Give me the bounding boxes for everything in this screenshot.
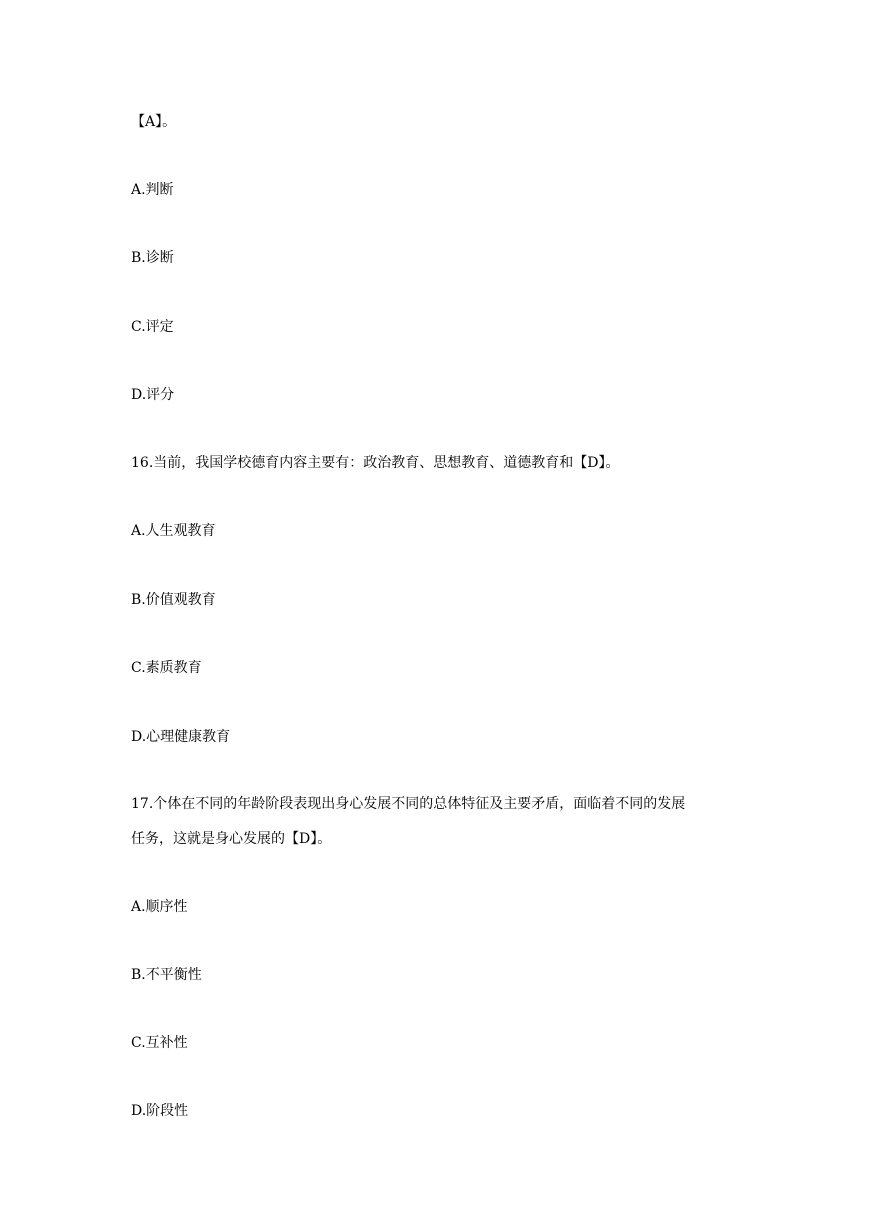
q17-option-a: A.顺序性 [131,899,188,915]
q15-option-c: C.评定 [131,319,174,335]
question-16: 16.当前，我国学校德育内容主要有：政治教育、思想教育、道德教育和【D】。 [131,455,620,471]
q17-option-c: C.互补性 [131,1035,188,1051]
q17-option-d: D.阶段性 [131,1103,189,1119]
question-17-line-2: 任务，这就是身心发展的【D】。 [131,831,332,847]
q16-option-b: B.价值观教育 [131,592,216,608]
q17-option-b: B.不平衡性 [131,967,202,983]
q15-option-d: D.评分 [131,387,175,403]
answer-continuation: 【A】。 [131,114,177,130]
q15-option-a: A.判断 [131,182,174,198]
question-17-line-1: 17.个体在不同的年龄阶段表现出身心发展不同的总体特征及主要矛盾，面临着不同的发展 [131,796,686,812]
q15-option-b: B.诊断 [131,250,174,266]
q16-option-d: D.心理健康教育 [131,729,231,745]
q16-option-a: A.人生观教育 [131,523,216,539]
q16-option-c: C.素质教育 [131,660,202,676]
